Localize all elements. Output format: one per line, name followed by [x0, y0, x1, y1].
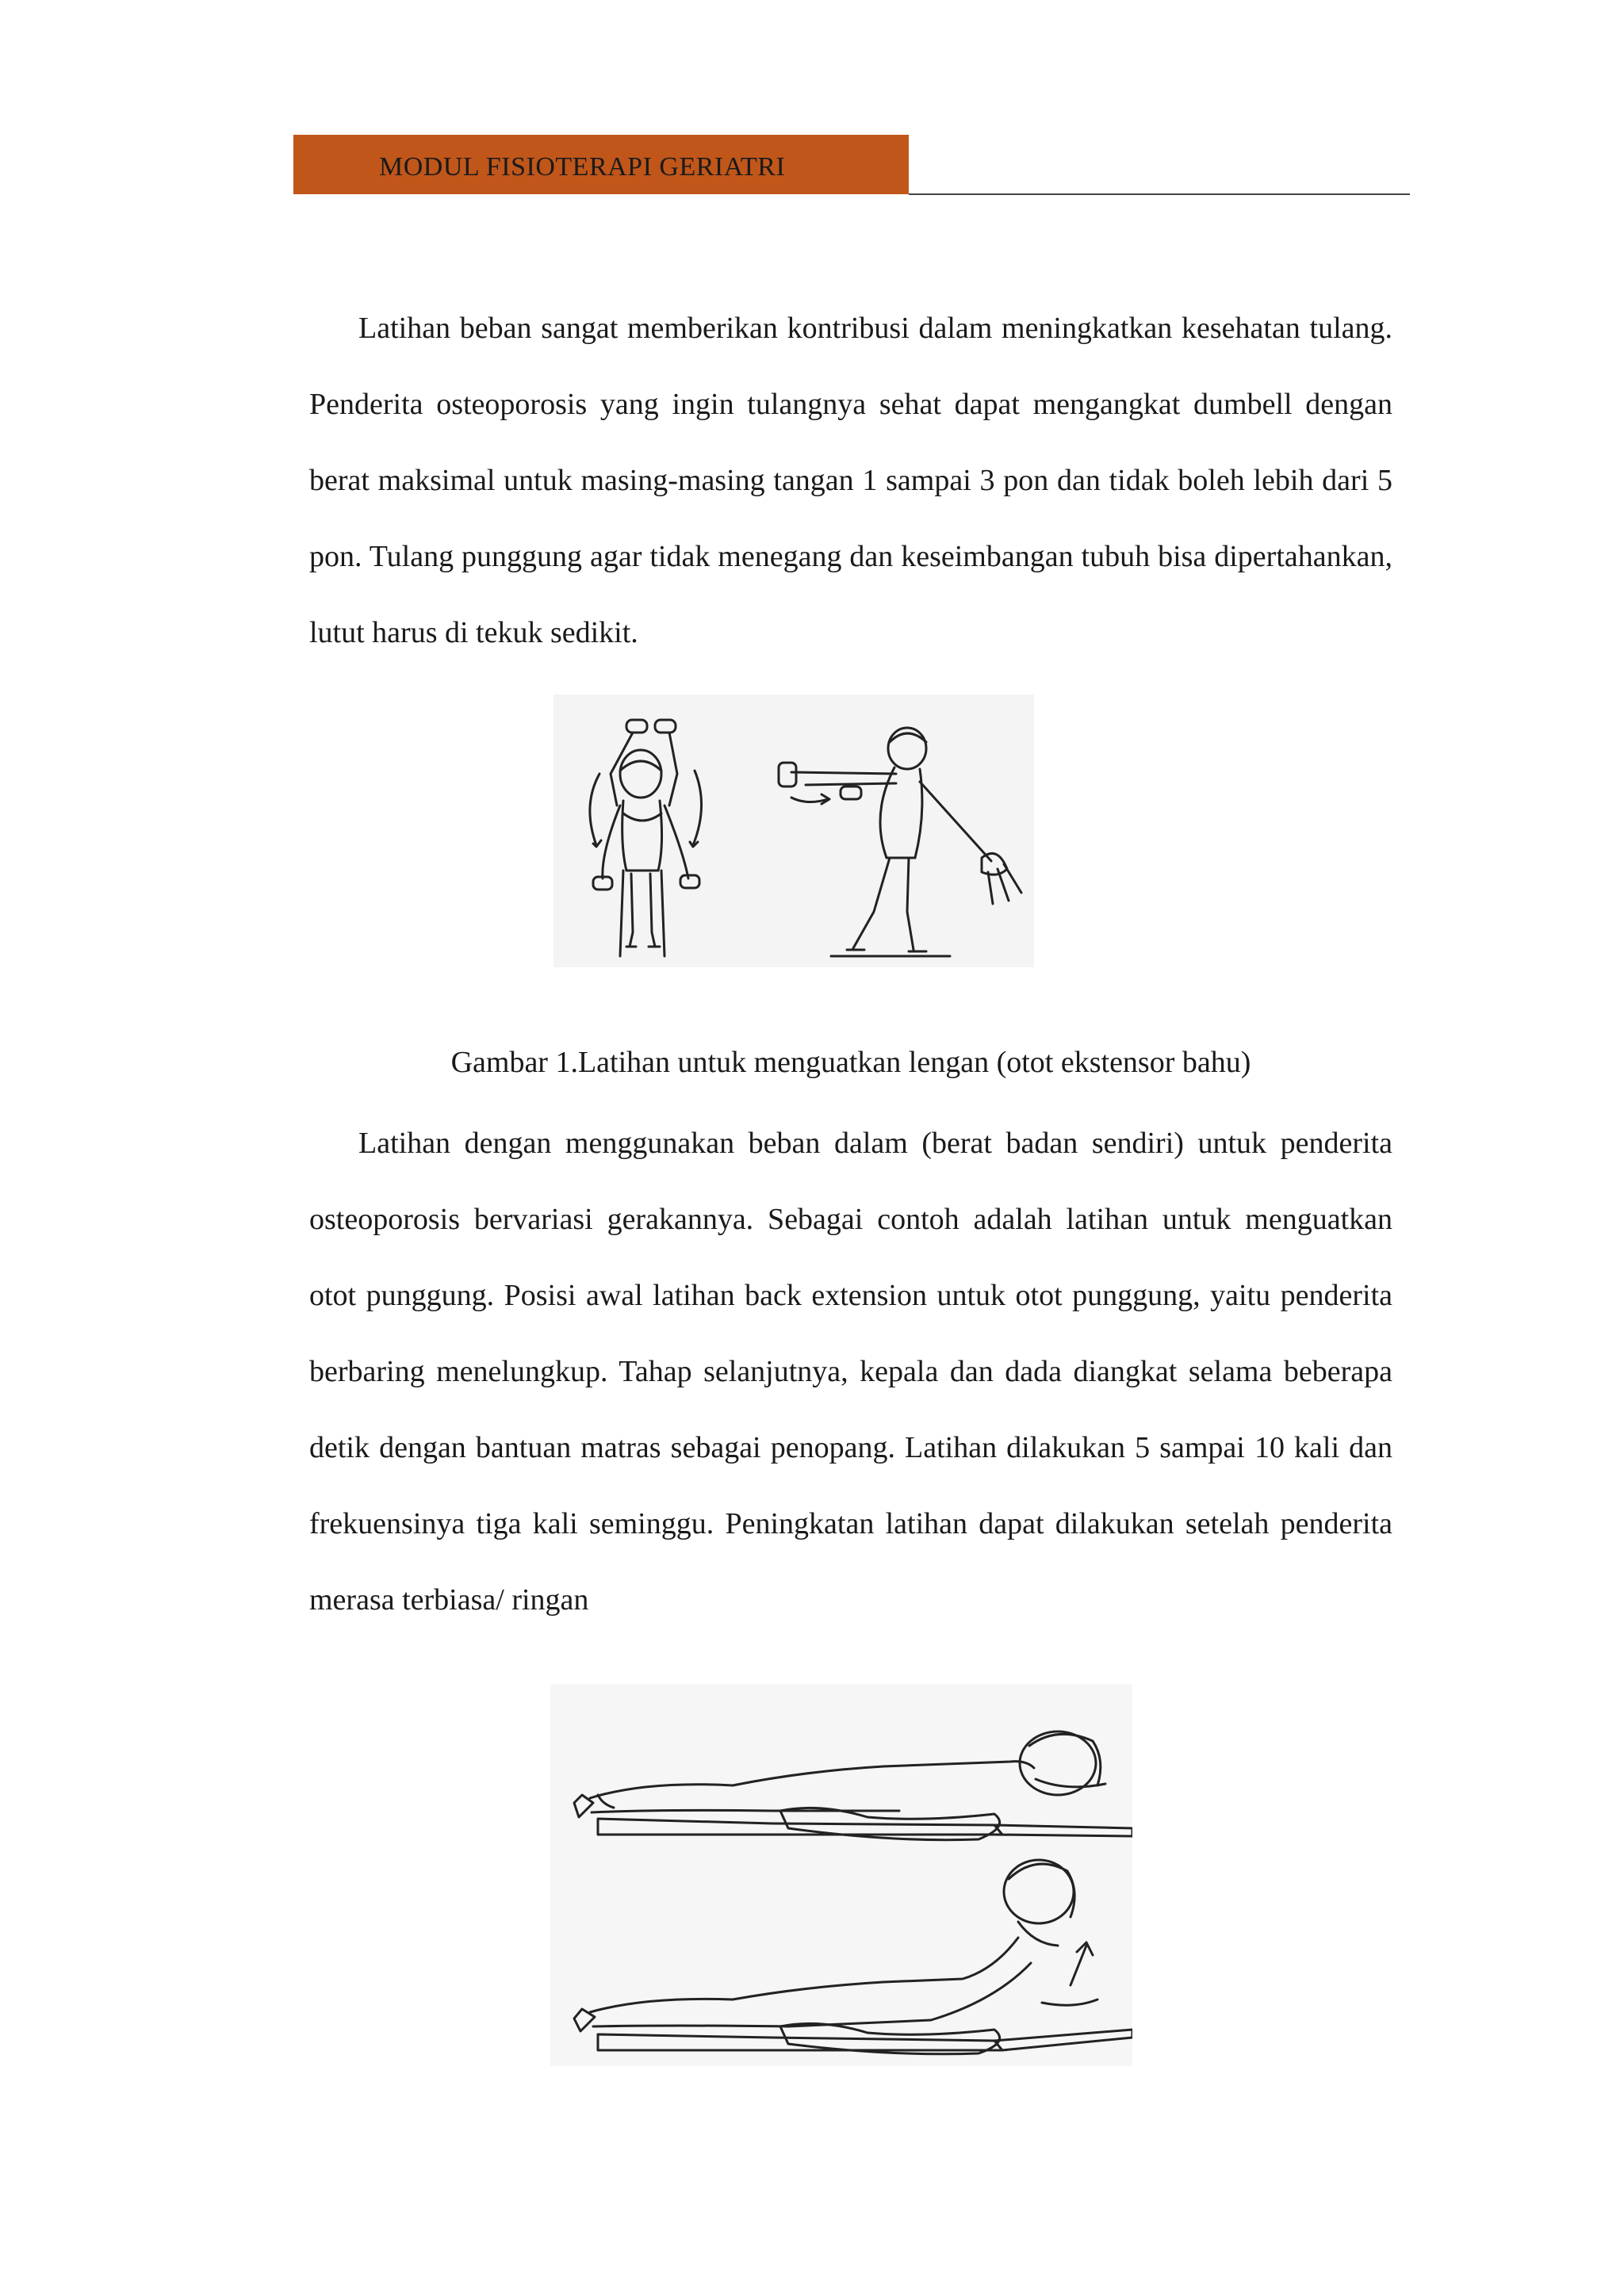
header-title: MODUL FISIOTERAPI GERIATRI: [379, 152, 786, 182]
header-rule: [909, 193, 1410, 195]
figure-back-extension-illustration: [550, 1684, 1132, 2066]
back-extension-drawing: [550, 1684, 1132, 2066]
arm-exercise-drawing: [553, 695, 1034, 967]
paragraph-back-extension: Latihan dengan menggunakan beban dalam (berat badan sendiri) untuk penderita osteoporosis bervariasi gerakannya. Sebagai contoh adalah latihan untuk menguatkan otot punggung. Posisi awal latihan back extension untuk otot punggung, yaitu penderita berbaring menelungkup. Tahap selanjutnya, kepala dan dada diangkat selama beberapa detik dengan bantuan matras sebagai penopang. Latihan dilakukan 5 sampai 10 kali dan frekuensinya tiga kali seminggu. Peningkatan latihan dapat dilakukan setelah penderita merasa terbiasa/ ringan: [309, 1127, 1392, 1617]
header-band: [293, 135, 909, 194]
figure-caption: Gambar 1.Latihan untuk menguatkan lengan (otot ekstensor bahu): [450, 1046, 1251, 1079]
paragraph-intro: Latihan beban sangat memberikan kontribusi dalam meningkatkan kesehatan tulang. Penderita osteoporosis yang ingin tulangnya sehat dapat mengangkat dumbell dengan berat maksimal untuk masing-masing tangan 1 sampai 3 pon dan tidak boleh lebih dari 5 pon. Tulang punggung agar tidak menegang dan keseimbangan tubuh bisa dipertahankan, lutut harus di tekuk sedikit.: [309, 312, 1392, 649]
figure-arm-exercise-illustration: [553, 695, 1034, 967]
